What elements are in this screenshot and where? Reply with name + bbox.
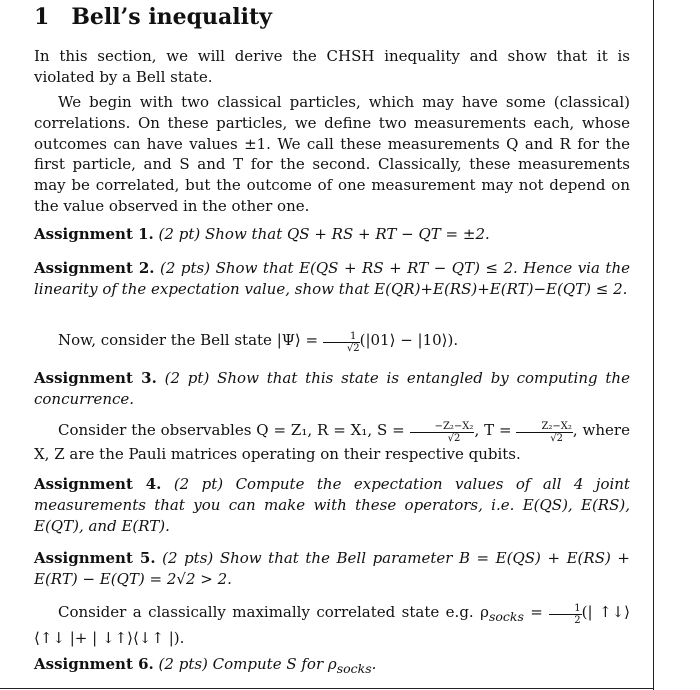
section-heading: [34, 4, 272, 30]
section-title: Bell’s inequality: [71, 4, 272, 30]
page-border-bottom: [0, 688, 654, 689]
socks-paragraph: Consider a classically maximally correlated state e.g. $\rho_{socks}$ = $\frac{1}{2}$ (| ↑↓⟩⟨↑↓ |+ | ↓↑⟩⟨↓↑ |).: [34, 603, 630, 647]
assignment-points: (2 pts): [158, 655, 208, 673]
assignment-3: [34, 368, 630, 410]
assignment-4: [34, 474, 630, 536]
assignment-text: Show that the Bell parameter B = E(QS) + E(RS) + E(RT) − E(QT) = 2√2 > 2.: [34, 549, 630, 588]
assignment-label: Assignment 6.: [34, 655, 154, 673]
assignment-label: Assignment 4.: [34, 475, 162, 493]
assignment-points: (2 pt): [164, 369, 210, 387]
fraction-s: $\frac{\text{−Z₂−X₂}}{√2}$: [410, 421, 475, 444]
section-number: 1: [34, 4, 50, 30]
assignment-5: [34, 548, 630, 590]
assignment-6: [34, 654, 630, 680]
assignment-points: (2 pt): [158, 225, 201, 243]
classical-paragraph: We begin with two classical particles, which may have some (classical) correlations. On these particles, we define two measurements each, whose outcomes can have values ±1. We call these measurements Q and R for the first particle, and S and T for the second. Classically, these measurements may be correlated, but the outcome of one measurement may not depend on the value observed in the other one.: [34, 93, 630, 215]
assignment-points: (2 pt): [173, 475, 224, 493]
assignment-2: [34, 258, 630, 300]
assignment-points: (2 pts): [162, 549, 214, 567]
assignment-label: Assignment 5.: [34, 549, 156, 567]
intro-paragraph: In this section, we will derive the CHSH inequality and show that it is violated by a Bell state.: [34, 47, 630, 86]
assignment-label: Assignment 1.: [34, 225, 154, 243]
fraction: $\frac{1}{2}$: [549, 603, 581, 626]
bell-state-paragraph: Now, consider the Bell state |Ψ⟩ = $\frac{1}{√2}$ (|01⟩ − |10⟩).: [58, 331, 459, 354]
assignment-text: Show that QS + RS + RT − QT = ±2.: [204, 225, 490, 243]
page-border-right: [653, 0, 654, 690]
assignment-text: Show that E(QS + RS + RT − QT) ≤ 2. Hence via the linearity of the expectation value, show that E(QR)+E(RS)+E(RT)−E(QT) ≤ 2.: [34, 259, 630, 298]
assignment-text: Compute the expectation values of all 4 joint measurements that you can make with these operators, i.e. E(QS), E(RS), E(QT), and E(RT).: [34, 475, 630, 535]
assignment-text: Show that this state is entangled by computing the concurrence.: [34, 369, 630, 408]
fraction: $\frac{1}{√2}$: [323, 331, 360, 354]
assignment-label: Assignment 3.: [34, 369, 157, 387]
observables-paragraph: Consider the observables Q = Z₁, R = X₁, S = $\frac{\text{−Z₂−X₂}}{√2}$ , T = $\frac{\text{Z₂−X₂}}{√2}$ , where X, Z are the Pauli matrices operating on their respective qubits.: [34, 421, 630, 463]
assignment-points: (2 pts): [160, 259, 211, 277]
fraction-t: $\frac{\text{Z₂−X₂}}{√2}$: [516, 421, 572, 444]
assignment-label: Assignment 2.: [34, 259, 155, 277]
assignment-text: Compute S for $\rho_{socks}$.: [212, 655, 377, 676]
assignment-1: [34, 224, 630, 245]
